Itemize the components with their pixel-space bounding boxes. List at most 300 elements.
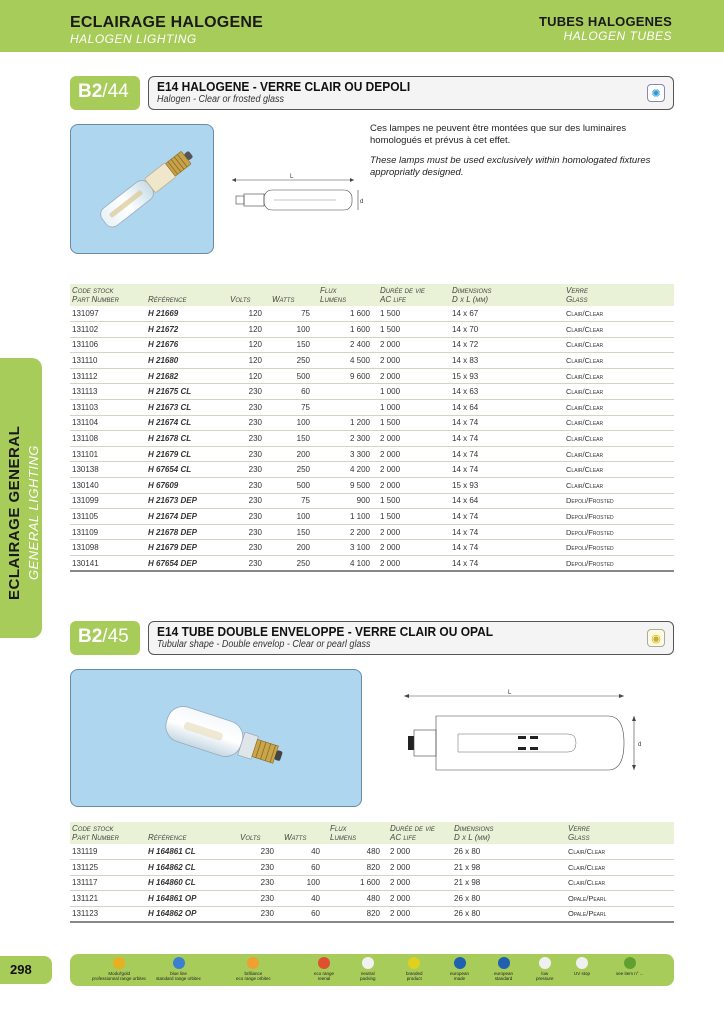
table-cell: 14 x 74 — [450, 446, 564, 462]
table-cell: 2 000 — [378, 353, 450, 369]
legend-label: brilliance — [244, 971, 263, 976]
table-cell: Opale/Pearl — [566, 891, 674, 907]
table-cell: Clair/Clear — [566, 860, 674, 876]
table-cell: 14 x 63 — [450, 384, 564, 400]
product-photo-halogen — [70, 124, 214, 254]
table-cell: Clair/Clear — [564, 400, 674, 416]
table-cell: 131101 — [70, 446, 146, 462]
table-cell: 150 — [270, 524, 318, 540]
european-standard-icon — [498, 957, 510, 969]
table-cell: 250 — [270, 462, 318, 478]
table-cell: 131119 — [70, 844, 146, 860]
legend-label: made — [453, 976, 466, 981]
table-cell: 2 000 — [388, 906, 452, 922]
table-cell: 26 x 80 — [452, 906, 566, 922]
uv-stop-icon — [576, 957, 588, 969]
table-cell: H 21673 DEP — [146, 493, 228, 509]
column-header — [70, 284, 146, 306]
table-cell: 26 x 80 — [452, 844, 566, 860]
table-cell: 2 000 — [378, 540, 450, 556]
table-cell: 131099 — [70, 493, 146, 509]
table-cell: 131121 — [70, 891, 146, 907]
table-cell: 120 — [228, 306, 270, 322]
table-cell: 1 000 — [378, 400, 450, 416]
table-cell: H 21676 — [146, 337, 228, 353]
table-cell: 9 600 — [318, 368, 378, 384]
dimension-drawing-tube — [398, 686, 660, 796]
table-cell: 100 — [270, 415, 318, 431]
table-cell: 130141 — [70, 556, 146, 572]
table-cell: 1 200 — [318, 415, 378, 431]
legend-label: branded — [406, 971, 423, 976]
table-cell: 131110 — [70, 353, 146, 369]
table-cell: H 21673 CL — [146, 400, 228, 416]
table-cell: 2 000 — [378, 524, 450, 540]
table-cell: 131103 — [70, 400, 146, 416]
header-left — [70, 14, 263, 46]
table-cell: Clair/Clear — [564, 478, 674, 494]
table-cell: H 21678 DEP — [146, 524, 228, 540]
column-header — [318, 284, 378, 306]
column-header — [228, 284, 270, 306]
legend-bar — [70, 954, 674, 986]
column-header-line: Glass — [566, 295, 588, 304]
section-code-number: /45 — [102, 626, 129, 647]
european-made-icon — [454, 957, 466, 969]
table-cell: H 21682 — [146, 368, 228, 384]
legend-label: reenal — [317, 976, 331, 981]
table-cell: 230 — [228, 415, 270, 431]
table-cell: 15 x 93 — [450, 368, 564, 384]
table-cell: Depoli/Frosted — [564, 509, 674, 525]
section-title-box — [148, 76, 674, 110]
table-cell: H 164862 OP — [146, 906, 238, 922]
table-cell: 4 500 — [318, 353, 378, 369]
table-cell: 150 — [270, 337, 318, 353]
table-cell: 14 x 74 — [450, 415, 564, 431]
table-cell: 14 x 64 — [450, 400, 564, 416]
table-cell: H 21675 CL — [146, 384, 228, 400]
table-cell: 40 — [282, 891, 328, 907]
column-header-line: Lumens — [330, 833, 357, 842]
table-row — [70, 891, 674, 907]
legend-label: standard range orbitec — [156, 976, 202, 981]
table-cell: Depoli/Frosted — [564, 556, 674, 572]
table-row — [70, 556, 674, 572]
table-cell: 120 — [228, 368, 270, 384]
table-cell: 21 x 98 — [452, 875, 566, 891]
table-cell: 131113 — [70, 384, 146, 400]
table-cell: 2 000 — [378, 478, 450, 494]
legend-item — [450, 957, 469, 981]
legend-label: UV stop — [574, 971, 591, 976]
table-cell: 131117 — [70, 875, 146, 891]
table-cell: Clair/Clear — [564, 462, 674, 478]
column-header-line: Part Number — [72, 295, 119, 304]
table-cell: 500 — [270, 368, 318, 384]
column-header-line: Dimensions — [452, 286, 492, 295]
table-cell: 150 — [270, 431, 318, 447]
table-cell: 100 — [270, 509, 318, 525]
table-cell: 130140 — [70, 478, 146, 494]
table-cell: 2 200 — [318, 524, 378, 540]
table-cell: 230 — [228, 524, 270, 540]
column-header-line: Code stock — [72, 824, 114, 833]
column-header-line: Verre — [568, 824, 591, 833]
table-cell: 820 — [328, 906, 388, 922]
table-cell: Depoli/Frosted — [564, 540, 674, 556]
table-row — [70, 353, 674, 369]
table-cell: 230 — [228, 493, 270, 509]
table-cell: 120 — [228, 322, 270, 338]
legend-label: neutral — [360, 971, 375, 976]
table-cell: 100 — [270, 322, 318, 338]
table-cell: H 21680 — [146, 353, 228, 369]
table-row — [70, 540, 674, 556]
column-header-line: Durée de vie — [380, 286, 425, 295]
table-cell: H 67609 — [146, 478, 228, 494]
table-cell: H 21674 DEP — [146, 509, 228, 525]
table-cell: 120 — [228, 353, 270, 369]
table-cell: H 164862 CL — [146, 860, 238, 876]
column-header — [328, 822, 388, 844]
table-cell: 60 — [270, 384, 318, 400]
table-cell: Clair/Clear — [564, 431, 674, 447]
table-cell: 230 — [228, 431, 270, 447]
dot-icon: ◉ — [647, 629, 665, 647]
table-cell: 14 x 83 — [450, 353, 564, 369]
table-cell: 230 — [238, 875, 282, 891]
table-cell: 2 400 — [318, 337, 378, 353]
table-cell: 131105 — [70, 509, 146, 525]
table-cell: 230 — [228, 556, 270, 572]
table-cell: 2 300 — [318, 431, 378, 447]
table-cell: Clair/Clear — [564, 446, 674, 462]
table-cell: 1 500 — [378, 306, 450, 322]
table-cell: 100 — [282, 875, 328, 891]
table-cell: 75 — [270, 400, 318, 416]
table-cell: 3 300 — [318, 446, 378, 462]
table-cell: 14 x 67 — [450, 306, 564, 322]
table-cell: 14 x 72 — [450, 337, 564, 353]
table-row — [70, 368, 674, 384]
table-cell: 14 x 74 — [450, 462, 564, 478]
spec-table-b2-44 — [70, 284, 674, 572]
table-cell: 1 000 — [378, 384, 450, 400]
legend-label: product — [406, 976, 422, 981]
legend-label: Modul'gold — [108, 971, 130, 976]
table-cell: 900 — [318, 493, 378, 509]
column-header-line: Lumens — [320, 295, 347, 304]
table-cell: 2 000 — [388, 860, 452, 876]
table-cell: 2 000 — [388, 844, 452, 860]
table-row — [70, 446, 674, 462]
header-title: ECLAIRAGE HALOGENE — [70, 14, 263, 31]
halogen-lamp-image — [71, 125, 214, 254]
table-cell: 131097 — [70, 306, 146, 322]
table-cell: 130138 — [70, 462, 146, 478]
column-header-line: D x L (mm) — [454, 833, 491, 842]
table-cell: 131108 — [70, 431, 146, 447]
section-code-main: B2 — [78, 626, 103, 647]
column-header-line: Durée de vie — [390, 824, 435, 833]
table-cell: 131102 — [70, 322, 146, 338]
legend-label: blue line — [170, 971, 187, 976]
table-cell: 26 x 80 — [452, 891, 566, 907]
header-category-title: TUBES HALOGENES — [538, 14, 672, 29]
table-cell: 14 x 74 — [450, 509, 564, 525]
table-cell: 1 600 — [318, 306, 378, 322]
column-header-line: Flux — [330, 824, 347, 833]
table-cell: 230 — [228, 384, 270, 400]
dim-diameter-label: d — [638, 742, 642, 748]
section-code — [70, 76, 140, 110]
table-row — [70, 906, 674, 922]
side-tab-title: ECLAIRAGE GENERAL — [6, 425, 23, 600]
column-header-line: Part Number — [72, 833, 119, 842]
table-cell: 2 000 — [378, 556, 450, 572]
dim-diameter-label: d — [360, 199, 364, 205]
legend-item — [92, 957, 146, 981]
branded-product-icon — [408, 957, 420, 969]
table-cell: 1 500 — [378, 415, 450, 431]
table-cell: 230 — [228, 540, 270, 556]
table-row — [70, 875, 674, 891]
table-cell: 60 — [282, 906, 328, 922]
table-cell: 131106 — [70, 337, 146, 353]
legend-label: eco range orbitec — [236, 976, 271, 981]
table-row — [70, 493, 674, 509]
legend-label: low — [541, 971, 549, 976]
brilliance-icon — [247, 957, 259, 969]
column-header-line: AC life — [390, 833, 417, 842]
table-cell: 1 500 — [378, 493, 450, 509]
table-cell: 4 100 — [318, 556, 378, 572]
table-cell: 2 000 — [378, 431, 450, 447]
table-cell: 250 — [270, 556, 318, 572]
table-cell: 230 — [228, 509, 270, 525]
column-header-line: Code stock — [72, 286, 114, 295]
column-header — [146, 822, 238, 844]
table-cell: Clair/Clear — [564, 368, 674, 384]
legend-item — [360, 957, 376, 981]
column-header — [378, 284, 450, 306]
table-cell: Clair/Clear — [564, 306, 674, 322]
table-cell: 14 x 74 — [450, 540, 564, 556]
table-cell: Opale/Pearl — [566, 906, 674, 922]
table-cell: 75 — [270, 306, 318, 322]
table-cell: 2 000 — [388, 891, 452, 907]
column-header-line: Dimensions — [454, 824, 494, 833]
table-cell: 14 x 74 — [450, 524, 564, 540]
header-band — [0, 0, 724, 52]
table-cell: H 21679 CL — [146, 446, 228, 462]
table-cell: 2 000 — [388, 875, 452, 891]
column-header — [564, 284, 674, 306]
description-english: These lamps must be used exclusively within homologated fixtures appropriatly designed. — [370, 155, 651, 178]
section-code — [70, 621, 140, 655]
table-cell: 230 — [228, 400, 270, 416]
table-cell: H 21678 CL — [146, 431, 228, 447]
legend-label: standard — [494, 976, 513, 981]
table-row — [70, 860, 674, 876]
header-right — [539, 14, 672, 43]
table-cell: 500 — [270, 478, 318, 494]
table-row — [70, 509, 674, 525]
column-header-line: Watts — [272, 295, 295, 304]
section-title: E14 HALOGENE - VERRE CLAIR OU DEPOLI — [157, 79, 411, 94]
table-cell: H 21669 — [146, 306, 228, 322]
column-header — [388, 822, 452, 844]
table-cell: 1 600 — [318, 322, 378, 338]
table-cell: 131125 — [70, 860, 146, 876]
table-cell: 480 — [328, 891, 388, 907]
header-subtitle: HALOGEN LIGHTING — [70, 32, 197, 46]
table-cell: H 164860 CL — [146, 875, 238, 891]
table-cell: 230 — [238, 844, 282, 860]
table-cell: 3 100 — [318, 540, 378, 556]
table-cell: 2 000 — [378, 368, 450, 384]
table-cell: 15 x 93 — [450, 478, 564, 494]
table-cell: Clair/Clear — [564, 353, 674, 369]
table-cell: 200 — [270, 540, 318, 556]
legend-label: professionnal range orbitec — [92, 976, 147, 981]
table-cell: 131123 — [70, 906, 146, 922]
table-cell: 2 000 — [378, 446, 450, 462]
table-cell: Clair/Clear — [566, 875, 674, 891]
table-header-row — [70, 284, 674, 306]
table-cell: H 67654 CL — [146, 462, 228, 478]
table-cell: H 21672 — [146, 322, 228, 338]
table-cell: Clair/Clear — [564, 384, 674, 400]
table-row — [70, 306, 674, 322]
description-french: Ces lampes ne peuvent être montées que sur des luminaires homologués et prévus à cet effet. — [370, 123, 627, 146]
column-header-line: Watts — [284, 833, 307, 842]
section-subtitle: Halogen - Clear or frosted glass — [157, 94, 285, 105]
table-cell: 230 — [228, 462, 270, 478]
table-row — [70, 844, 674, 860]
table-cell: 1 100 — [318, 509, 378, 525]
table-row — [70, 322, 674, 338]
column-header-line: Référence — [148, 833, 187, 842]
table-cell: 2 000 — [378, 462, 450, 478]
table-cell: 131104 — [70, 415, 146, 431]
table-cell: H 21674 CL — [146, 415, 228, 431]
legend-item — [156, 957, 201, 981]
see-item-icon — [624, 957, 636, 969]
low-pressure-icon — [539, 957, 551, 969]
section-b2-44-banner — [70, 76, 674, 110]
table-row — [70, 524, 674, 540]
table-cell: Clair/Clear — [564, 322, 674, 338]
eco-range-icon — [318, 957, 330, 969]
dim-length-label: L — [290, 174, 294, 180]
column-header-line: D x L (mm) — [452, 295, 489, 304]
dim-length-label: L — [508, 690, 512, 696]
column-header-line: AC life — [380, 295, 407, 304]
header-category-subtitle: HALOGEN TUBES — [563, 29, 672, 43]
table-row — [70, 384, 674, 400]
table-row — [70, 478, 674, 494]
table-cell: 14 x 64 — [450, 493, 564, 509]
table-cell: Clair/Clear — [564, 337, 674, 353]
legend-item — [574, 957, 590, 976]
column-header-line: Référence — [148, 295, 187, 304]
column-header-line: Volts — [230, 295, 251, 304]
column-header — [70, 822, 146, 844]
table-cell: 120 — [228, 337, 270, 353]
blue-lamp-icon — [173, 957, 185, 969]
table-header-row — [70, 822, 674, 844]
table-cell: 4 200 — [318, 462, 378, 478]
legend-item — [536, 957, 554, 981]
table-cell — [318, 384, 378, 400]
table-cell: 14 x 70 — [450, 322, 564, 338]
legend-label: pressure — [536, 976, 554, 981]
table-cell: 230 — [228, 478, 270, 494]
table-cell: 131098 — [70, 540, 146, 556]
table-cell: 480 — [328, 844, 388, 860]
table-cell: 230 — [238, 860, 282, 876]
legend-item — [236, 957, 271, 981]
column-header — [146, 284, 228, 306]
table-cell: 75 — [270, 493, 318, 509]
section-b2-45-banner — [70, 621, 674, 655]
section-title: E14 TUBE DOUBLE ENVELOPPE - VERRE CLAIR OU OPAL — [157, 624, 494, 639]
table-cell: 131109 — [70, 524, 146, 540]
legend-item — [616, 957, 644, 976]
table-cell: 14 x 74 — [450, 556, 564, 572]
tube-lamp-image — [71, 670, 362, 807]
table-cell: 40 — [282, 844, 328, 860]
table-cell: Clair/Clear — [566, 844, 674, 860]
table-cell: Clair/Clear — [564, 415, 674, 431]
table-cell: 2 000 — [378, 337, 450, 353]
side-tab-subtitle: GENERAL LIGHTING — [26, 445, 41, 580]
table-cell: 230 — [238, 891, 282, 907]
legend-label: packing — [360, 976, 376, 981]
table-row — [70, 431, 674, 447]
section-description — [370, 123, 672, 179]
table-cell: H 21679 DEP — [146, 540, 228, 556]
column-header — [270, 284, 318, 306]
legend-item — [494, 957, 513, 981]
table-row — [70, 400, 674, 416]
column-header — [452, 822, 566, 844]
spec-table-b2-45 — [70, 822, 674, 923]
table-row — [70, 462, 674, 478]
table-cell: H 67654 DEP — [146, 556, 228, 572]
legend-item — [314, 957, 334, 981]
table-cell: 230 — [238, 906, 282, 922]
table-cell: 200 — [270, 446, 318, 462]
table-cell: 21 x 98 — [452, 860, 566, 876]
table-cell: 9 500 — [318, 478, 378, 494]
table-cell: 250 — [270, 353, 318, 369]
table-row — [70, 337, 674, 353]
table-cell: Depoli/Frosted — [564, 493, 674, 509]
table-cell: 820 — [328, 860, 388, 876]
table-cell: H 164861 CL — [146, 844, 238, 860]
dimension-drawing-halogen — [226, 172, 366, 222]
table-cell: H 164861 OP — [146, 891, 238, 907]
column-header-line: Glass — [568, 833, 590, 842]
legend-label: european — [494, 971, 514, 976]
legend-label: see item n° ... — [616, 971, 644, 976]
table-cell: 230 — [228, 446, 270, 462]
table-cell: 1 500 — [378, 509, 450, 525]
table-cell — [318, 400, 378, 416]
